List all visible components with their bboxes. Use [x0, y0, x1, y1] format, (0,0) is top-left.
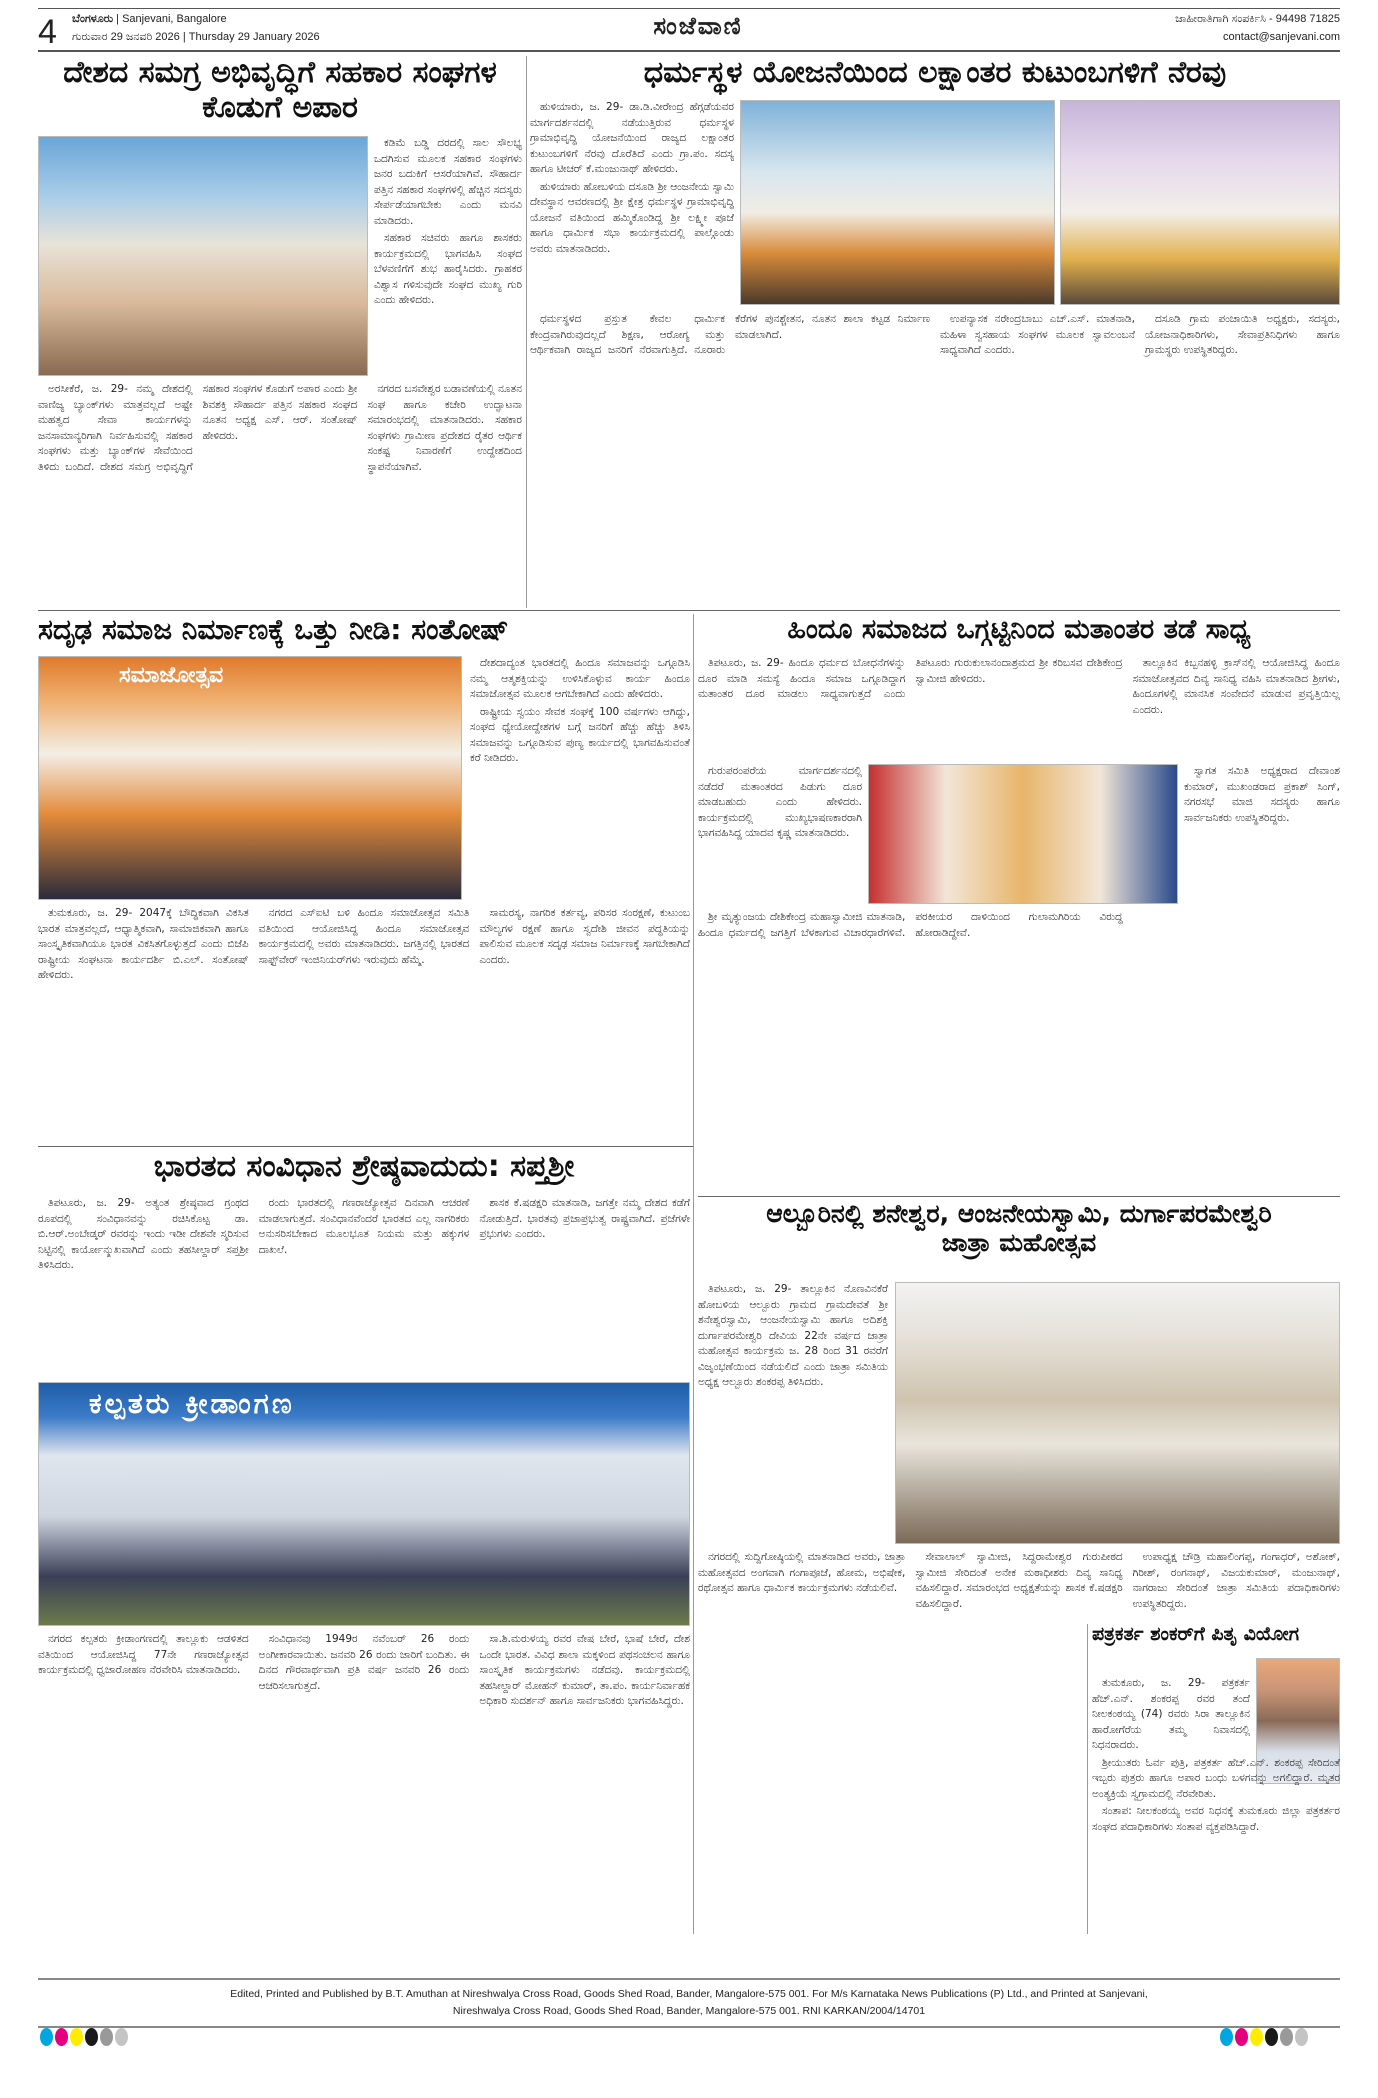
- registration-dot: [70, 2028, 83, 2046]
- photo-banner-text: ಕಲ್ಪತರು ಕ್ರೀಡಾಂಗಣ: [89, 1387, 295, 1420]
- headline: ಹಿಂದೂ ಸಮಾಜದ ಒಗ್ಗಟ್ಟಿನಿಂದ ಮತಾಂತರ ತಡೆ ಸಾಧ್ಯ: [787, 614, 1251, 645]
- article-photo-2: [1060, 100, 1340, 305]
- page-number: 4: [38, 13, 57, 51]
- column-divider: [526, 56, 527, 608]
- headline: ಸದೃಢ ಸಮಾಜ ನಿರ್ಮಾಣಕ್ಕೆ ಒತ್ತು ನೀಡಿ: ಸಂತೋಷ್: [38, 613, 509, 646]
- photo-banner-text: ಸಮಾಜೋತ್ಸವ: [119, 663, 224, 688]
- article-photo: [38, 1382, 690, 1626]
- date-english: Thursday 29 January 2026: [188, 31, 320, 43]
- article-photo: [38, 656, 462, 900]
- article-samajotsava: ಸದೃಢ ಸಮಾಜ ನಿರ್ಮಾಣಕ್ಕೆ ಒತ್ತು ನೀಡಿ: ಸಂತೋಷ್ ಸಮಾಜೋತ್ಸವ ದೇಶದಾದ್ಯಂತ ಭಾರತದಲ್ಲಿ ಹಿಂದೂ ಸಮಾಜವನ್ನು ಒಗ್ಗೂಡಿಸಿ ನಮ್ಮ ಆತ್ಮಶಕ್ತಿಯನ್ನು ಉಳಿಸಿಕೊಳ್ಳುವ ಕಾರ್ಯ ಹಿಂದೂ ಸಮಾಜೋತ್ಸವ ಮೂಲಕ ಆಗಬೇಕಾಗಿದೆ ಎಂದು ಹೇಳಿದರು. ರಾಷ್ಟ್ರೀಯ ಸ್ವಯಂ ಸೇವಕ ಸಂಘಕ್ಕೆ 100 ವರ್ಷಗಳು ಆಗಿದ್ದು, ಸಂಘದ ಧ್ಯೇಯೋದ್ದೇಶಗಳ ಬಗ್ಗೆ ಜನರಿಗೆ ಹೆಚ್ಚು ಹೆಚ್ಚು ತಿಳಿಸಿ ಸಮಾಜವನ್ನು ಒಗ್ಗೂಡಿಸುವ ಪುಣ್ಯ ಕಾರ್ಯದಲ್ಲಿ ಭಾಗವಹಿಸುವಂತೆ ಕರೆ ನೀಡಿದರು. ತುಮಕೂರು, ಜ. 29- 2047ಕ್ಕೆ ಬೌದ್ಧಿಕವಾಗಿ ವಿಕಸಿತ ಭಾರತ ಮಾತ್ರವಲ್ಲದೆ, ಆಧ್ಯಾತ್ಮಿಕವಾಗಿ, ಸಾಮಾಜಿಕವಾಗಿ ಹಾಗೂ ಸಾಂಸ್ಕೃತಿಕವಾಗಿಯೂ ಭಾರತ ವಿಕಸಿತಗೊಳ್ಳುತ್ತದೆ ಎಂದು ಬಿಜೆಪಿ ರಾಷ್ಟ್ರೀಯ ಸಂಘಟನಾ ಕಾರ್ಯದರ್ಶಿ ಬಿ.ಎಲ್. ಸಂತೋಷ್ ಹೇಳಿದರು. ನಗರದ ಎಸ್‌ಐಟಿ ಬಳಿ ಹಿಂದೂ ಸಮಾಜೋತ್ಸವ ಸಮಿತಿ ವತಿಯಿಂದ ಆಯೋಜಿಸಿದ್ದ ಹಿಂದೂ ಸಮಾಜೋತ್ಸವ ಕಾರ್ಯಕ್ರಮದಲ್ಲಿ ಅವರು ಮಾತನಾಡಿದರು. ಜಗತ್ತಿನಲ್ಲಿ ಭಾರತದ ಸಾಫ್ಟ್‌ವೇರ್ ಇಂಜಿನಿಯರ್‌ಗಳು ಇರುವುದು ಹೆಮ್ಮೆ. ಸಾಮರಸ್ಯ, ನಾಗರಿಕ ಕರ್ತವ್ಯ, ಪರಿಸರ ಸಂರಕ್ಷಣೆ, ಕುಟುಂಬ ಮೌಲ್ಯಗಳ ರಕ್ಷಣೆ ಹಾಗೂ ಸ್ವದೇಶಿ ಜೀವನ ಪದ್ಧತಿಯನ್ನು ಪಾಲಿಸುವ ಮೂಲಕ ಸದೃಢ ಸಮಾಜ ನಿರ್ಮಾಣಕ್ಕೆ ಸಾಗಬೇಕಾಗಿದೆ ಎಂದರು.: [38, 613, 690, 981]
- section-divider: [38, 1146, 693, 1147]
- article-cooperative: ದೇಶದ ಸಮಗ್ರ ಅಭಿವೃದ್ಧಿಗೆ ಸಹಕಾರ ಸಂಘಗಳ ಕೊಡುಗೆ ಅಪಾರ ಕಡಿಮೆ ಬಡ್ಡಿ ದರದಲ್ಲಿ ಸಾಲ ಸೌಲಭ್ಯ ಒದಗಿಸುವ ಮೂಲಕ ಸಹಕಾರ ಸಂಘಗಳು ಜನರ ಬದುಕಿಗೆ ಆಸರೆಯಾಗಿವೆ. ಸೌಹಾರ್ದ ಪತ್ತಿನ ಸಹಕಾರ ಸಂಘಗಳಲ್ಲಿ ಹೆಚ್ಚಿನ ಸದಸ್ಯರು ಸೇರ್ಪಡೆಯಾಗಬೇಕು ಎಂದು ಮನವಿ ಮಾಡಿದರು. ಸಹಕಾರ ಸಚಿವರು ಹಾಗೂ ಶಾಸಕರು ಕಾರ್ಯಕ್ರಮದಲ್ಲಿ ಭಾಗವಹಿಸಿ ಸಂಘದ ಬೆಳವಣಿಗೆಗೆ ಶುಭ ಹಾರೈಸಿದರು. ಗ್ರಾಹಕರ ವಿಶ್ವಾಸ ಗಳಿಸುವುದೇ ಸಂಘದ ಮುಖ್ಯ ಗುರಿ ಎಂದು ಹೇಳಿದರು. ಅರಸೀಕೆರೆ, ಜ. 29- ನಮ್ಮ ದೇಶದಲ್ಲಿ ವಾಣಿಜ್ಯ ಬ್ಯಾಂಕ್‌ಗಳು ಮಾತ್ರವಲ್ಲದೆ ಅಷ್ಟೇ ಮಹತ್ವದ ಸೇವಾ ಕಾರ್ಯಗಳನ್ನು ಜನಸಾಮಾನ್ಯರಿಗಾಗಿ ನಿರ್ವಹಿಸುವಲ್ಲಿ ಸಹಕಾರ ಸಂಘಗಳು ಮತ್ತು ಬ್ಯಾಂಕ್‌ಗಳ ಸೇವೆಯಿಂದ ತಿಳಿದು ಬಂದಿದೆ. ದೇಶದ ಸಮಗ್ರ ಅಭಿವೃದ್ಧಿಗೆ ಸಹಕಾರ ಸಂಘಗಳ ಕೊಡುಗೆ ಅಪಾರ ಎಂದು ಶ್ರೀ ಶಿವಶಕ್ತಿ ಸೌಹಾರ್ದ ಪತ್ತಿನ ಸಹಕಾರ ಸಂಘದ ನೂತನ ಅಧ್ಯಕ್ಷ ಎಸ್. ಆರ್. ಸಂತೋಷ್ ಹೇಳಿದರು. ನಗರದ ಬಸವೇಶ್ವರ ಬಡಾವಣೆಯಲ್ಲಿ ನೂತನ ಸಂಘ ಹಾಗೂ ಕಚೇರಿ ಉದ್ಘಾಟನಾ ಸಮಾರಂಭದಲ್ಲಿ ಮಾತನಾಡಿದರು. ಸಹಕಾರ ಸಂಘಗಳು ಗ್ರಾಮೀಣ ಪ್ರದೇಶದ ರೈತರ ಆರ್ಥಿಕ ಸಂಕಷ್ಟ ನಿವಾರಣೆಗೆ ಉದ್ದೇಶದಿಂದ ಸ್ಥಾಪನೆಯಾಗಿವೆ.: [38, 55, 522, 473]
- contact-email[interactable]: contact@sanjevani.com: [1223, 31, 1340, 43]
- registration-dot: [100, 2028, 113, 2046]
- section-divider: [38, 610, 1340, 611]
- article-photo: [38, 136, 368, 376]
- headline: ಧರ್ಮಸ್ಥಳ ಯೋಜನೆಯಿಂದ ಲಕ್ಷಾಂತರ ಕುಟುಂಬಗಳಿಗೆ ನೆರವು: [643, 55, 1227, 90]
- headline: ಆಲ್ಬೂರಿನಲ್ಲಿ ಶನೇಶ್ವರ, ಆಂಜನೇಯಸ್ವಾಮಿ, ದುರ್ಗಾಪರಮೇಶ್ವರಿ ಜಾತ್ರಾ ಮಹೋತ್ಸವ: [766, 1199, 1272, 1257]
- article-dharmasthala: ಧರ್ಮಸ್ಥಳ ಯೋಜನೆಯಿಂದ ಲಕ್ಷಾಂತರ ಕುಟುಂಬಗಳಿಗೆ ನೆರವು ಹುಳಿಯಾರು, ಜ. 29- ಡಾ.ಡಿ.ವೀರೇಂದ್ರ ಹೆಗ್ಗಡೆಯವರ ಮಾರ್ಗದರ್ಶನದಲ್ಲಿ ನಡೆಯುತ್ತಿರುವ ಧರ್ಮಸ್ಥಳ ಗ್ರಾಮಾಭಿವೃದ್ಧಿ ಯೋಜನೆಯಿಂದ ರಾಜ್ಯದ ಲಕ್ಷಾಂತರ ಕುಟುಂಬಗಳಿಗೆ ನೆರವು ದೊರೆತಿದೆ ಎಂದು ಗ್ರಾ.ಪಂ. ಸದಸ್ಯ ಹಾಗೂ ಟೀಚರ್ ಕೆ.ಮಂಜುನಾಥ್ ಹೇಳಿದರು. ಹುಳಿಯಾರು ಹೋಬಳಿಯ ದಸೂಡಿ ಶ್ರೀ ಆಂಜನೇಯ ಸ್ವಾಮಿ ದೇವಸ್ಥಾನ ಆವರಣದಲ್ಲಿ ಶ್ರೀ ಕ್ಷೇತ್ರ ಧರ್ಮಸ್ಥಳ ಗ್ರಾಮಾಭಿವೃದ್ಧಿ ಯೋಜನೆ ವತಿಯಿಂದ ಹಮ್ಮಿಕೊಂಡಿದ್ದ ಶ್ರೀ ಲಕ್ಷ್ಮೀ ಪೂಜೆ ಹಾಗೂ ಧಾರ್ಮಿಕ ಸಭಾ ಕಾರ್ಯಕ್ರಮದಲ್ಲಿ ಪಾಲ್ಗೊಂಡು ಅವರು ಮಾತನಾಡಿದರು. ಧರ್ಮಸ್ಥಳದ ಪ್ರಸ್ತುತ ಕೇವಲ ಧಾರ್ಮಿಕ ಕೇಂದ್ರವಾಗಿರುವುದಲ್ಲದೆ ಶಿಕ್ಷಣ, ಆರೋಗ್ಯ ಮತ್ತು ಆರ್ಥಿಕವಾಗಿ ರಾಜ್ಯದ ಜನರಿಗೆ ನೆರವಾಗುತ್ತಿದೆ. ನೂರಾರು ಕೆರೆಗಳ ಪುನಶ್ಚೇತನ, ನೂತನ ಶಾಲಾ ಕಟ್ಟಡ ನಿರ್ಮಾಣ ಮಾಡಲಾಗಿದೆ. ಉಪನ್ಯಾಸಕ ನರೇಂದ್ರಬಾಬು ಎಚ್.ಎಸ್. ಮಾತನಾಡಿ, ಮಹಿಳಾ ಸ್ವಸಹಾಯ ಸಂಘಗಳ ಮೂಲಕ ಸ್ವಾವಲಂಬನೆ ಸಾಧ್ಯವಾಗಿದೆ ಎಂದರು. ದಸೂಡಿ ಗ್ರಾಮ ಪಂಚಾಯಿತಿ ಅಧ್ಯಕ್ಷರು, ಸದಸ್ಯರು, ಯೋಜನಾಧಿಕಾರಿಗಳು, ಸೇವಾಪ್ರತಿನಿಧಿಗಳು ಹಾಗೂ ಗ್ರಾಮಸ್ಥರು ಉಪಸ್ಥಿತರಿದ್ದರು.: [530, 55, 1340, 356]
- registration-dot: [40, 2028, 53, 2046]
- newspaper-logo: ಸಂಜೆವಾಣಿ: [653, 11, 743, 40]
- registration-marks-left: [40, 2028, 128, 2046]
- article-hindu-unity: ಹಿಂದೂ ಸಮಾಜದ ಒಗ್ಗಟ್ಟಿನಿಂದ ಮತಾಂತರ ತಡೆ ಸಾಧ್ಯ ತಿಪಟೂರು, ಜ. 29- ಹಿಂದೂ ಧರ್ಮದ ಬೋಧನೆಗಳನ್ನು ದೂರ ಮಾಡಿ ಸಮಸ್ಯೆ ಹಿಂದೂ ಸಮಾಜ ಒಗ್ಗೂಡಿದ್ದಾಗ ಮತಾಂತರ ದೂರ ಮಾಡಲು ಸಾಧ್ಯವಾಗುತ್ತದೆ ಎಂದು ತಿಪಟೂರು ಗುರುಕುಲಾನಂದಾಶ್ರಮದ ಶ್ರೀ ಕರಿಬಸವ ದೇಶಿಕೇಂದ್ರ ಸ್ವಾಮೀಜಿ ಹೇಳಿದರು. ತಾಲ್ಲೂಕಿನ ಕಿಬ್ಬನಹಳ್ಳಿ ಕ್ರಾಸ್‌ನಲ್ಲಿ ಆಯೋಜಿಸಿದ್ದ ಹಿಂದೂ ಸಮಾಜೋತ್ಸವದ ದಿವ್ಯ ಸಾನಿಧ್ಯ ವಹಿಸಿ ಮಾತನಾಡಿದ ಶ್ರೀಗಳು, ಹಿಂದೂಗಳಲ್ಲಿ ಮಾನಸಿಕ ಸಂವೇದನೆ ಮಾಡುವ ಪ್ರವೃತ್ತಿಯಿಲ್ಲ ಎಂದರು. ಗುರುಪರಂಪರೆಯ ಮಾರ್ಗದರ್ಶನದಲ್ಲಿ ನಡೆದರೆ ಮತಾಂತರದ ಪಿಡುಗು ದೂರ ಮಾಡಬಹುದು ಎಂದು ಹೇಳಿದರು. ಕಾರ್ಯಕ್ರಮದಲ್ಲಿ ಮುಖ್ಯಭಾಷಣಕಾರರಾಗಿ ಭಾಗವಹಿಸಿದ್ದ ಯಾದವ ಕೃಷ್ಣ ಮಾತನಾಡಿದರು. ಸ್ವಾಗತ ಸಮಿತಿ ಅಧ್ಯಕ್ಷರಾದ ದೇವಾಂಶ ಕುಮಾರ್, ಮುಖಂಡರಾದ ಪ್ರಕಾಶ್ ಸಿಂಗ್, ನಗರಸಭೆ ಮಾಜಿ ಸದಸ್ಯರು ಹಾಗೂ ಸಾರ್ವಜನಿಕರು ಉಪಸ್ಥಿತರಿದ್ದರು. ಶ್ರೀ ಮೃತ್ಯುಂಜಯ ದೇಶಿಕೇಂದ್ರ ಮಹಾಸ್ವಾಮೀಜಿ ಮಾತನಾಡಿ, ಹಿಂದೂ ಧರ್ಮದಲ್ಲಿ ಜಗತ್ತಿಗೆ ಬೆಳಕಾಗುವ ವಿಚಾರಧಾರೆಗಳಿವೆ. ಪರಕೀಯರ ದಾಳಿಯಿಂದ ಗುಲಾಮಗಿರಿಯ ವಿರುದ್ಧ ಹೋರಾಡಿದ್ದೇವೆ.: [698, 614, 1340, 939]
- article-photo: [895, 1282, 1340, 1544]
- edition: Sanjevani, Bangalore: [122, 13, 227, 25]
- article-photo: [868, 764, 1178, 904]
- registration-dot: [1250, 2028, 1263, 2046]
- headline: ದೇಶದ ಸಮಗ್ರ ಅಭಿವೃದ್ಧಿಗೆ ಸಹಕಾರ ಸಂಘಗಳ ಕೊಡುಗೆ ಅಪಾರ: [63, 55, 497, 125]
- registration-dot: [1220, 2028, 1233, 2046]
- article-alur-jatra: ಆಲ್ಬೂರಿನಲ್ಲಿ ಶನೇಶ್ವರ, ಆಂಜನೇಯಸ್ವಾಮಿ, ದುರ್ಗಾಪರಮೇಶ್ವರಿ ಜಾತ್ರಾ ಮಹೋತ್ಸವ ತಿಪಟೂರು, ಜ. 29- ತಾಲ್ಲೂಕಿನ ನೊಣವಿನಕೆರೆ ಹೋಬಳಿಯ ಆಲ್ಬೂರು ಗ್ರಾಮದ ಗ್ರಾಮದೇವತೆ ಶ್ರೀ ಶನೇಶ್ವರಸ್ವಾಮಿ, ಆಂಜನೇಯಸ್ವಾಮಿ ಹಾಗೂ ಅದಿಶಕ್ತಿ ದುರ್ಗಾಪರಮೇಶ್ವರಿ ದೇವಿಯ 22ನೇ ವರ್ಷದ ಜಾತ್ರಾ ಮಹೋತ್ಸವ ಕಾರ್ಯಕ್ರಮ ಜ. 28 ರಿಂದ 31 ರವರೆಗೆ ವಿಜೃಂಭಣೆಯಿಂದ ನಡೆಯಲಿದೆ ಎಂದು ಜಾತ್ರಾ ಸಮಿತಿಯ ಅಧ್ಯಕ್ಷ ಆಲ್ಬೂರು ಶಂಕರಪ್ಪ ತಿಳಿಸಿದರು. ನಗರದಲ್ಲಿ ಸುದ್ದಿಗೋಷ್ಠಿಯಲ್ಲಿ ಮಾತನಾಡಿದ ಅವರು, ಜಾತ್ರಾ ಮಹೋತ್ಸವದ ಅಂಗವಾಗಿ ಗಂಗಾಪೂಜೆ, ಹೋಮ, ಅಭಿಷೇಕ, ರಥೋತ್ಸವ ಹಾಗೂ ಧಾರ್ಮಿಕ ಕಾರ್ಯಕ್ರಮಗಳು ನಡೆಯಲಿವೆ. ಸೇವಾಲಾಲ್ ಸ್ವಾಮೀಜಿ, ಸಿದ್ದರಾಮೇಶ್ವರ ಗುರುಪೀಠದ ಸ್ವಾಮೀಜಿ ಸೇರಿದಂತೆ ಅನೇಕ ಮಠಾಧೀಶರು ದಿವ್ಯ ಸಾನಿಧ್ಯ ವಹಿಸಲಿದ್ದಾರೆ. ಸಮಾರಂಭದ ಅಧ್ಯಕ್ಷತೆಯನ್ನು ಶಾಸಕ ಕೆ.ಷಡಕ್ಷರಿ ವಹಿಸಲಿದ್ದಾರೆ. ಉಪಾಧ್ಯಕ್ಷ ಚೌಡ್ರಿ ಮಹಾಲಿಂಗಪ್ಪ, ಗಂಗಾಧರ್, ಅಶೋಕ್, ಗಿರೀಶ್, ರಂಗನಾಥ್, ವಿಜಯಕುಮಾರ್, ಮಂಜುನಾಥ್, ನಾಗರಾಜು ಸೇರಿದಂತೆ ಜಾತ್ರಾ ಸಮಿತಿಯ ಪದಾಧಿಕಾರಿಗಳು ಉಪಸ್ಥಿತರಿದ್ದರು.: [698, 1199, 1340, 1610]
- headline: ಭಾರತದ ಸಂವಿಧಾನ ಶ್ರೇಷ್ಠವಾದುದು: ಸಪ್ತಶ್ರೀ: [153, 1149, 575, 1184]
- section-divider: [698, 1196, 1340, 1197]
- article-obituary: ಪತ್ರಕರ್ತ ಶಂಕರ್‌ಗೆ ಪಿತೃ ವಿಯೋಗ ತುಮಕೂರು, ಜ. 29- ಪತ್ರಕರ್ತ ಹೆಚ್.ಎನ್. ಶಂಕರಪ್ಪ ರವರ ತಂದೆ ನೀಲಕಂಠಯ್ಯ (74) ರವರು ಸಿರಾ ತಾಲ್ಲೂಕಿನ ಹಾರೋಗೆರೆಯ ತಮ್ಮ ನಿವಾಸದಲ್ಲಿ ನಿಧನರಾದರು. ಶ್ರೀಯುತರು ಓರ್ವ ಪುತ್ರಿ, ಪತ್ರಕರ್ತ ಹೆಚ್.ಎನ್. ಶಂಕರಪ್ಪ ಸೇರಿದಂತೆ ಇಬ್ಬರು ಪುತ್ರರು ಹಾಗೂ ಅಪಾರ ಬಂಧು ಬಳಗವನ್ನು ಅಗಲಿದ್ದಾರೆ. ಮೃತರ ಅಂತ್ಯಕ್ರಿಯೆ ಸ್ವಗ್ರಾಮದಲ್ಲಿ ನೆರವೇರಿತು. ಸಂತಾಪ: ನೀಲಕಂಠಯ್ಯ ಅವರ ನಿಧನಕ್ಕೆ ತುಮಕೂರು ಜಿಲ್ಲಾ ಪತ್ರಕರ್ತರ ಸಂಘದ ಪದಾಧಿಕಾರಿಗಳು ಸಂತಾಪ ವ್ಯಕ್ತಪಡಿಸಿದ್ದಾರೆ.: [1092, 1623, 1340, 1833]
- article-photo-1: [740, 100, 1055, 305]
- registration-marks-right: [1220, 2028, 1308, 2046]
- registration-dot: [115, 2028, 128, 2046]
- ad-contact: ಜಾಹೀರಾತಿಗಾಗಿ ಸಂಪರ್ಕಿಸಿ - 94498 71825: [1175, 13, 1340, 25]
- registration-dot: [1280, 2028, 1293, 2046]
- headline: ಪತ್ರಕರ್ತ ಶಂಕರ್‌ಗೆ ಪಿತೃ ವಿಯೋಗ: [1092, 1623, 1300, 1645]
- masthead: 4 ಬೆಂಗಳೂರು | Sanjevani, Bangalore ಗುರುವಾರ 29 ಜನವರಿ 2026 | Thursday 29 January 2026 ಸಂಜೆವಾಣಿ ಜಾಹೀರಾತಿಗಾಗಿ ಸಂಪರ್ಕಿಸಿ - 94498 71825 contact@sanjevani.com: [38, 8, 1340, 52]
- column-divider: [1087, 1624, 1088, 1934]
- date-kannada: ಗುರುವಾರ 29 ಜನವರಿ 2026: [72, 31, 180, 43]
- registration-dot: [85, 2028, 98, 2046]
- registration-dot: [1295, 2028, 1308, 2046]
- column-divider: [693, 614, 694, 1934]
- imprint-footer: Edited, Printed and Published by B.T. Amuthan at Nireshwalya Cross Road, Goods Shed Road, Bander, Mangalore-575 001. For M/s Karnataka News Publications (P) Ltd., and Printed at Sanjevani, Nireshwalya Cross Road, Goods Shed Road, Bander, Mangalore-575 001. RNI KARKAN/2004/14701: [38, 1978, 1340, 2028]
- article-constitution: ಭಾರತದ ಸಂವಿಧಾನ ಶ್ರೇಷ್ಠವಾದುದು: ಸಪ್ತಶ್ರೀ ತಿಪಟೂರು, ಜ. 29- ಅತ್ಯಂತ ಶ್ರೇಷ್ಠವಾದ ಗ್ರಂಥದ ರೂಪದಲ್ಲಿ ಸಂವಿಧಾನವನ್ನು ರಚಿಸಿಕೊಟ್ಟ ಡಾ. ಬಿ.ಆರ್.ಅಂಬೇಡ್ಕರ್ ರವರನ್ನು ಇಂದು ಇಡೀ ದೇಶವೇ ಸ್ಮರಿಸುವ ನಿಟ್ಟಿನಲ್ಲಿ ಕಾರ್ಯೋನ್ಮುಖವಾಗಿದೆ ಎಂದು ತಹಸೀಲ್ದಾರ್ ಸಪ್ತಶ್ರೀ ತಿಳಿಸಿದರು. ರಂದು ಭಾರತದಲ್ಲಿ ಗಣರಾಜ್ಯೋತ್ಸವ ದಿನವಾಗಿ ಆಚರಣೆ ಮಾಡಲಾಗುತ್ತದೆ. ಸಂವಿಧಾನವೆಂದರೆ ಭಾರತದ ಎಲ್ಲ ನಾಗರಿಕರು ಅನುಸರಿಸಬೇಕಾದ ಮೂಲಭೂತ ನಿಯಮ ಮತ್ತು ಹಕ್ಕುಗಳ ದಾಖಲೆ. ಶಾಸಕ ಕೆ.ಷಡಕ್ಷರಿ ಮಾತನಾಡಿ, ಜಗತ್ತೇ ನಮ್ಮ ದೇಶದ ಕಡೆಗೆ ನೋಡುತ್ತಿದೆ. ಭಾರತವು ಪ್ರಜಾಪ್ರಭುತ್ವ ರಾಷ್ಟ್ರವಾಗಿದೆ. ಪ್ರಜೆಗಳೇ ಪ್ರಭುಗಳು ಎಂದರು. ಕಲ್ಪತರು ಕ್ರೀಡಾಂಗಣ ನಗರದ ಕಲ್ಪತರು ಕ್ರೀಡಾಂಗಣದಲ್ಲಿ ತಾಲ್ಲೂಕು ಆಡಳಿತದ ವತಿಯಿಂದ ಆಯೋಜಿಸಿದ್ದ 77ನೇ ಗಣರಾಜ್ಯೋತ್ಸವ ಕಾರ್ಯಕ್ರಮದಲ್ಲಿ ಧ್ವಜಾರೋಹಣ ನೆರವೇರಿಸಿ ಮಾತನಾಡಿದರು. ಸಂವಿಧಾನವು 1949ರ ನವೆಂಬರ್ 26 ರಂದು ಅಂಗೀಕಾರವಾಯಿತು. ಜನವರಿ 26 ರಂದು ಜಾರಿಗೆ ಬಂದಿತು. ಈ ದಿನದ ಗೌರವಾರ್ಥವಾಗಿ ಪ್ರತಿ ವರ್ಷ ಜನವರಿ 26 ರಂದು ಆಚರಿಸಲಾಗುತ್ತದೆ. ಸಾ.ಶಿ.ಮರುಳಯ್ಯ ರವರ ವೇಷ ಬೇರೆ, ಭಾಷೆ ಬೇರೆ, ದೇಶ ಒಂದೇ ಭಾರತ. ವಿವಿಧ ಶಾಲಾ ಮಕ್ಕಳಿಂದ ಪಥಸಂಚಲನ ಹಾಗೂ ಸಾಂಸ್ಕೃತಿಕ ಕಾರ್ಯಕ್ರಮಗಳು ನಡೆದವು. ಕಾರ್ಯಕ್ರಮದಲ್ಲಿ ತಹಸೀಲ್ದಾರ್ ಮೋಹನ್ ಕುಮಾರ್, ತಾ.ಪಂ. ಕಾರ್ಯನಿರ್ವಾಹಕ ಅಧಿಕಾರಿ ಸುದರ್ಶನ್ ಹಾಗೂ ಸಾರ್ವಜನಿಕರು ಭಾಗವಹಿಸಿದ್ದರು.: [38, 1149, 690, 1707]
- registration-dot: [55, 2028, 68, 2046]
- registration-dot: [1265, 2028, 1278, 2046]
- city: ಬೆಂಗಳೂರು: [72, 13, 114, 25]
- registration-dot: [1235, 2028, 1248, 2046]
